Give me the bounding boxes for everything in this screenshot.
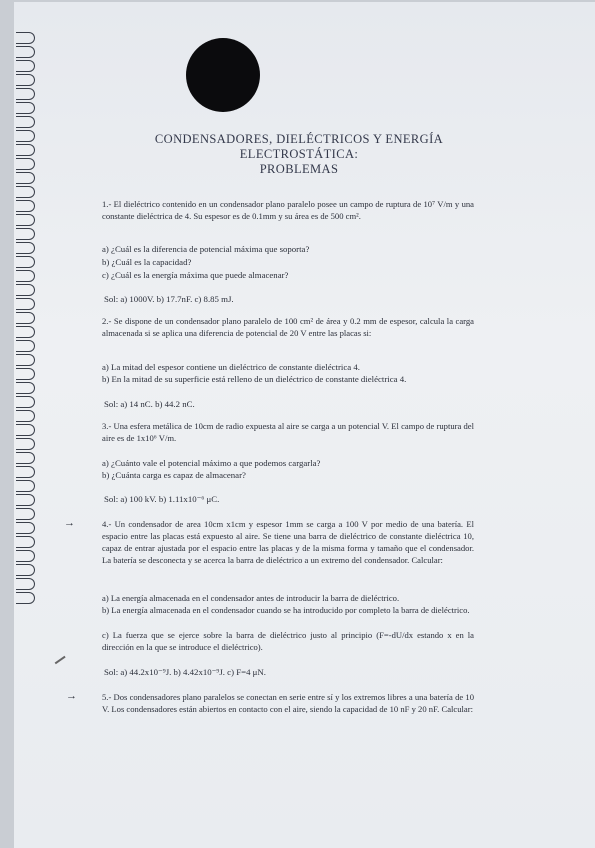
- spiral-ring: [16, 368, 35, 380]
- spiral-ring: [16, 410, 35, 422]
- spiral-ring: [16, 102, 35, 114]
- spiral-ring: [16, 130, 35, 142]
- problem-4-question-b: b) La energía almacenada en el condensador cuando se ha introducido por completo la barra de dieléctrico.: [102, 605, 470, 615]
- spiral-ring: [16, 172, 35, 184]
- spiral-ring: [16, 228, 35, 240]
- spiral-ring: [16, 592, 35, 604]
- problem-1-statement: 1.- El dieléctrico contenido en un condensador plano paralelo posee un campo de ruptura de 10⁷ V/m y una constante dieléctrica de 4. Su espesor es de 0.1mm y su área es de 500 cm².: [102, 199, 474, 221]
- problem-2-statement: 2.- Se dispone de un condensador plano paralelo de 100 cm² de área y 0.2 mm de espesor, calcula la carga almacenada si se aplica una diferencia de potencial de 20 V entre las placas si:: [102, 316, 474, 338]
- document-page: [14, 2, 595, 848]
- spiral-ring: [16, 88, 35, 100]
- spiral-ring: [16, 214, 35, 226]
- spiral-ring: [16, 508, 35, 520]
- problem-2-option-b: b) En la mitad de su superficie está relleno de un dieléctrico de constante dieléctrica 4.: [102, 374, 407, 384]
- spiral-ring: [16, 494, 35, 506]
- spiral-ring: [16, 74, 35, 86]
- title-line-3: PROBLEMAS: [259, 162, 339, 176]
- spiral-ring: [16, 32, 35, 44]
- spiral-ring: [16, 312, 35, 324]
- spiral-ring: [16, 578, 35, 590]
- spiral-ring: [16, 284, 35, 296]
- spiral-ring: [16, 256, 35, 268]
- pen-mark: [55, 656, 66, 664]
- problem-4-solution: Sol: a) 44.2x10⁻⁹J. b) 4.42x10⁻⁹J. c) F=4 μN.: [104, 667, 266, 677]
- spiral-ring: [16, 536, 35, 548]
- problem-1-solution: Sol: a) 1000V. b) 17.7nF. c) 8.85 mJ.: [104, 294, 234, 304]
- problem-4-statement: 4.- Un condensador de area 10cm x1cm y espesor 1mm se carga a 100 V por medio de una batería. El espacio entre las placas está expuesto al aire. Se tiene una barra de dieléctrico de constante dieléctrica 10, capaz de entrar ajustada por el espacio entre las placas y de la misma forma y tamaño que el condensador. La batería se desconecta y se acerca la barra de dieléctrico a un extremo del condensador. Calcular:: [102, 519, 474, 565]
- problem-5-statement: 5.- Dos condensadores plano paralelos se conectan en serie entre sí y los extremos libres a una batería de 10 V. Los condensadores están abiertos en contacto con el aire, siendo la capacidad de 10 nF y 20 nF. Calcular:: [102, 692, 474, 714]
- spiral-ring: [16, 158, 35, 170]
- problem-3-question-a: a) ¿Cuánto vale el potencial máximo a que podemos cargarla?: [102, 458, 321, 468]
- problem-3-solution: Sol: a) 100 kV. b) 1.11x10⁻⁶ μC.: [104, 494, 220, 504]
- problem-1-question-a: a) ¿Cuál es la diferencia de potencial máxima que soporta?: [102, 244, 310, 254]
- spiral-ring: [16, 270, 35, 282]
- spiral-ring: [16, 298, 35, 310]
- spiral-ring: [16, 424, 35, 436]
- spiral-ring: [16, 396, 35, 408]
- problem-4-question-a: a) La energía almacenada en el condensador antes de introducir la barra de dieléctrico.: [102, 593, 400, 603]
- title-line-1: CONDENSADORES, DIELÉCTRICOS Y ENERGÍA: [154, 132, 444, 146]
- spiral-ring: [16, 200, 35, 212]
- spiral-ring: [16, 438, 35, 450]
- spiral-ring: [16, 480, 35, 492]
- spiral-ring: [16, 186, 35, 198]
- problem-5-arrow-mark: →: [66, 690, 77, 702]
- problem-1-question-c: c) ¿Cuál es la energía máxima que puede almacenar?: [102, 270, 289, 280]
- problem-3-statement: 3.- Una esfera metálica de 10cm de radio expuesta al aire se carga a un potencial V. El campo de ruptura del aire es de 1x10⁶ V/m.: [102, 421, 474, 443]
- problem-1-question-b: b) ¿Cuál es la capacidad?: [102, 257, 192, 267]
- problem-2-solution: Sol: a) 14 nC. b) 44.2 nC.: [104, 399, 195, 409]
- spiral-ring: [16, 340, 35, 352]
- spiral-ring: [16, 354, 35, 366]
- spiral-ring: [16, 382, 35, 394]
- title-line-2: ELECTROSTÁTICA:: [239, 147, 359, 161]
- spiral-binding: [14, 2, 48, 848]
- spiral-ring: [16, 522, 35, 534]
- problem-4-question-c: c) La fuerza que se ejerce sobre la barra de dieléctrico justo al principio (F=-dU/dx estando x en la dirección en la que se introduce el dieléctrico).: [102, 630, 474, 652]
- problem-4-arrow-mark: →: [64, 517, 75, 529]
- spiral-ring: [16, 564, 35, 576]
- spiral-ring: [16, 46, 35, 58]
- spiral-ring: [16, 144, 35, 156]
- problem-2-option-a: a) La mitad del espesor contiene un dieléctrico de constante dieléctrica 4.: [102, 362, 360, 372]
- spiral-ring: [16, 60, 35, 72]
- spiral-ring: [16, 116, 35, 128]
- spiral-ring: [16, 466, 35, 478]
- problem-3-question-b: b) ¿Cuánta carga es capaz de almacenar?: [102, 470, 246, 480]
- spiral-ring: [16, 452, 35, 464]
- punch-hole: [186, 38, 260, 112]
- spiral-ring: [16, 550, 35, 562]
- spiral-ring: [16, 326, 35, 338]
- spiral-ring: [16, 242, 35, 254]
